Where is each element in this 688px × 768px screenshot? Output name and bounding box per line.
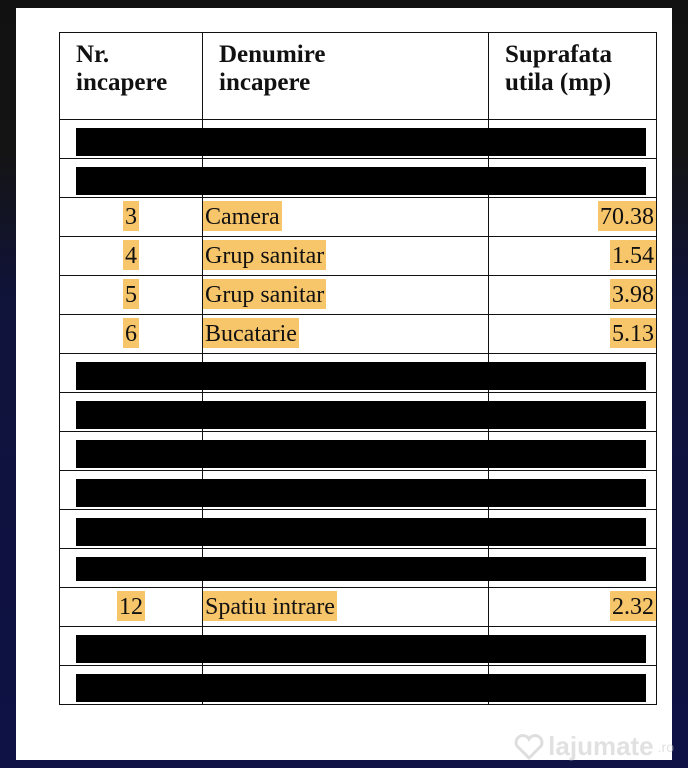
room-number: 3: [123, 201, 139, 231]
watermark: [514, 731, 674, 762]
room-name: Camera: [203, 201, 282, 231]
room-name: Grup sanitar: [203, 279, 326, 309]
header-nr: Nr. incapere: [60, 33, 203, 120]
room-number: 5: [123, 279, 139, 309]
redacted-row: [60, 393, 657, 432]
redacted-row: [60, 471, 657, 510]
room-name: Bucatarie: [203, 318, 299, 348]
watermark-brand: lajumate: [548, 731, 654, 761]
room-number: 12: [117, 591, 145, 621]
redacted-row: [60, 159, 657, 198]
redacted-row: [60, 120, 657, 159]
table-row: [60, 237, 657, 276]
rooms-table: [59, 32, 657, 705]
room-area: 2.32: [610, 591, 656, 621]
table-header-row: [60, 33, 657, 120]
header-name: Denumire incapere: [203, 33, 489, 120]
room-number: 4: [123, 240, 139, 270]
table-row: [60, 588, 657, 627]
redacted-row: [60, 354, 657, 393]
room-area: 3.98: [610, 279, 656, 309]
heart-icon: [514, 734, 544, 760]
redacted-row: [60, 666, 657, 705]
redacted-row: [60, 627, 657, 666]
table-row: [60, 198, 657, 237]
document-page: [16, 8, 672, 760]
room-number: 6: [123, 318, 139, 348]
watermark-tld: .ro: [657, 738, 674, 755]
header-area: Suprafata utila (mp): [489, 33, 657, 120]
redacted-row: [60, 510, 657, 549]
redacted-row: [60, 549, 657, 588]
table-row: [60, 315, 657, 354]
room-name: Grup sanitar: [203, 240, 326, 270]
redacted-row: [60, 432, 657, 471]
room-area: 5.13: [610, 318, 656, 348]
room-area: 70.38: [598, 201, 656, 231]
room-area: 1.54: [610, 240, 656, 270]
room-name: Spatiu intrare: [203, 591, 337, 621]
table-row: [60, 276, 657, 315]
